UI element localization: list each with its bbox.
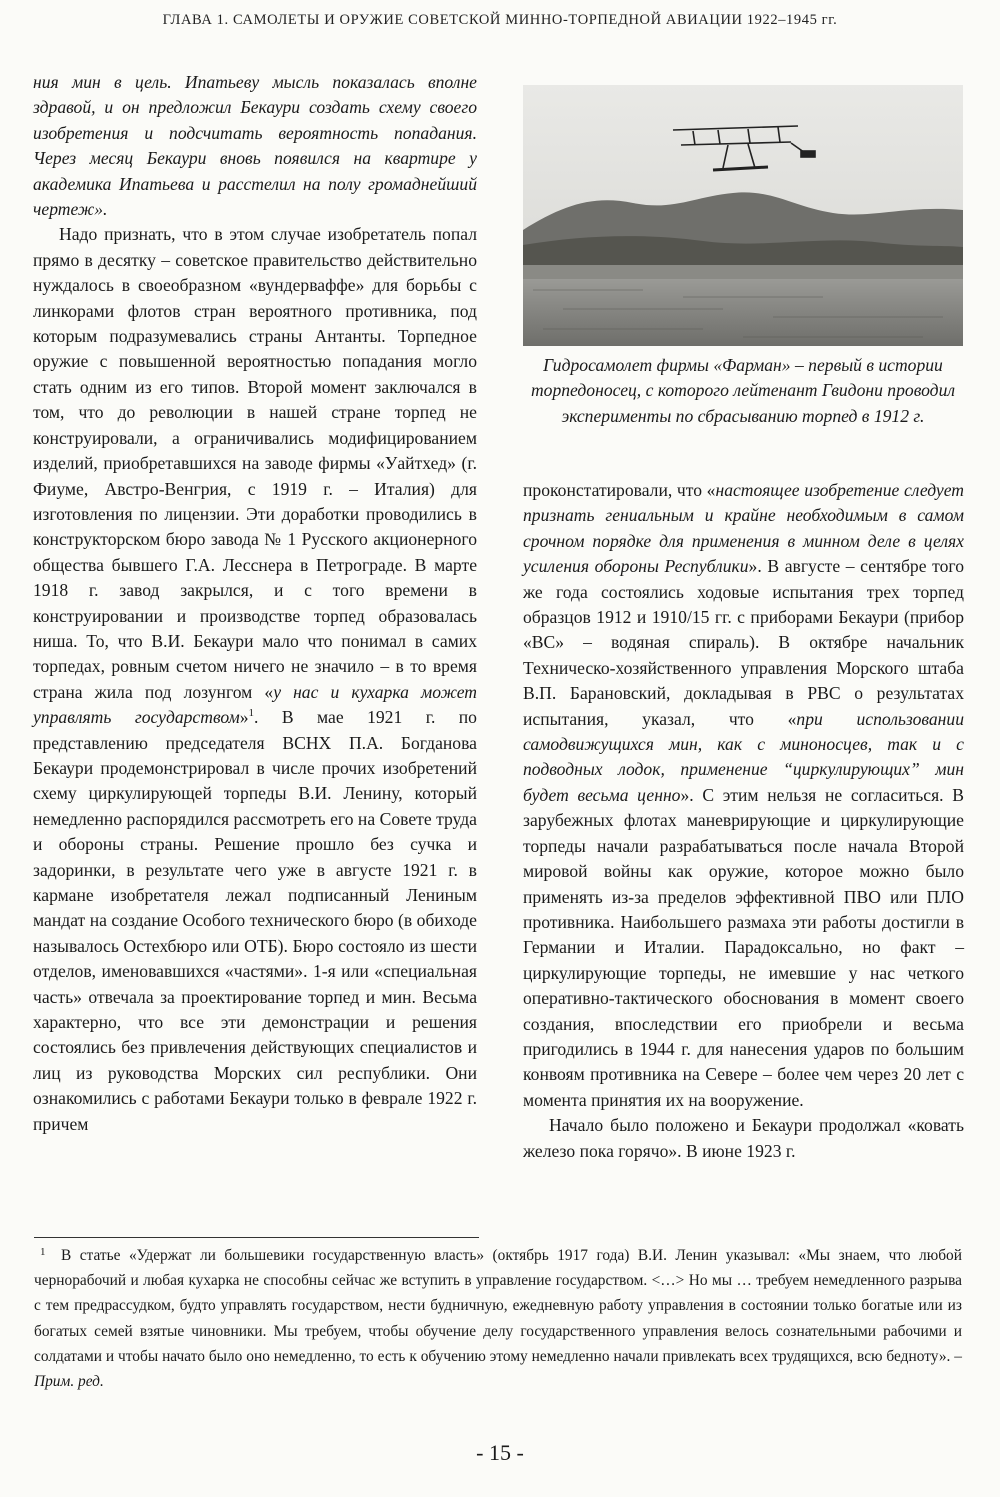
photo-image xyxy=(523,85,963,346)
page-number: - 15 - xyxy=(476,1440,524,1465)
figure-caption: Гидросамолет фирмы «Фарман» – первый в истории торпедоносец, с которого лейтенант Гвидони проводил эксперименты по сбрасыванию торпед в 1912 г. xyxy=(530,355,956,426)
paragraph: Надо признать, что в этом случае изобретатель попал прямо в десятку – советское правительство действительно нуждалось в своеобразном «вундерваффе» для борьбы с линкорами флотов стран вероятного противника, под которым подразумевались страны Антанты. Торпедное оружие с повышенной вероятностью попадания могло стать одним из его типов. Второй момент заключался в том, что до революции в нашей стране торпед не конструировали, а ограничивались модифицированием изделий, приобретавшихся на заводе фирмы «Уайтхед» (г. Фиуме, Австро-Венгрия, с 1919 г. – Италия) для изготовления по лицензии. Эти доработки проводились в конструкторском бюро завода № 1 Русского акционерного общества бывшего Г.А. Лесснера в Петрограде. В марте 1918 г. завод закрылся, и с того времени в конструировании и производстве торпед образовалась ниша. То, что В.И. Бекаури мало что понимал в самих торпедах, ровным счетом ничего не значило – в то время страна жила под лозунгом «у нас и кухарка может управлять государством»$^1$. В мае 1921 г. по представлению председателя ВСНХ П.А. Богданова Бекаури продемонстрировал в числе прочих изобретений схему циркулирующей торпеды В.И. Ленину, который немедленно распорядился рассмотреть его на Совете труда и обороны страны. Решение прошло без сучка и задоринки, в результате чего уже в августе 1921 г. в кармане изобретателя лежал подписанный Лениным мандат на создание Особого технического бюро (в обиходе называлось Остехбюро или ОТБ). Бюро состояло из шести отделов, именовавшихся «частями». 1-я или «специальная часть» отвечала за проектирование торпед и мин. Весьма характерно, что все эти демонстрации и решения состоялись без привлечения действующих специалистов и лиц из руководства Морских сил республики. Они ознакомились с работами Бекаури только в феврале 1922 г. причем xyxy=(33,224,478,1134)
running-header: ГЛАВА 1. САМОЛЕТЫ И ОРУЖИЕ СОВЕТСКОЙ МИННО-ТОРПЕДНОЙ АВИАЦИИ 1922–1945 гг. xyxy=(162,12,838,28)
paragraph: Начало было положено и Бекаури продолжал «ковать железо пока горячо». В июне 1923 г. xyxy=(523,1115,964,1161)
left-column xyxy=(33,70,477,1137)
paragraph: проконстатировали, что «настоящее изобретение следует признать гениальным и крайне необходимым в самом срочном порядке для применения в минном деле в целях усиления обороны Республики». В августе – сентябре того же года состоялись ходовые испытания трех торпед образцов 1912 и 1910/15 гг. с приборами Бекаури (прибор «ВС» – водяная спираль). В октябре начальник Техническо-хозяйственного управления Морского штаба В.П. Барановский, докладывая в РВС о результатах испытания, указал, что «при использовании самодвижущихся мин, как с миноносцев, так и с подводных лодок, применение “циркулирующих” мин будет весьма ценно». С этим нельзя не согласиться. В зарубежных флотах маневрирующие и циркулирующие торпеды начали разрабатываться после начала Второй мировой войны как оружие, которое можно было применять из-за пределов эффективной ПВО или ПЛО противника. Наибольшего размаха эти работы достигли в Германии и Италии. Парадоксально, но факт – циркулирующие торпеды, не имевшие у нас четкого оперативно-тактического обоснования в момент своего создания, впоследствии его приобрели и весьма пригодились в 1944 г. для нанесения ударов по большим конвоям противника на Севере – более чем через 20 лет с момента принятия их на вооружение. xyxy=(523,480,964,1110)
right-column xyxy=(523,478,964,1164)
footnote-divider xyxy=(34,1237,479,1238)
farman-seaplane-photo xyxy=(523,85,963,346)
footnote: 1 В статье «Удержат ли большевики государственную власть» (октябрь 1917 года) В.И. Ленин указывал: «Мы знаем, что любой чернорабочий и любая кухарка не способны сейчас же вступить в управление государством. <…> Но мы … требуем немедленного разрыва с тем предрассудком, будто управлять государством, нести будничную, ежедневную работу управления в состоянии только богатые или из богатых семей взятые чиновники. Мы требуем, чтобы обучение делу государственного управления велось сознательными рабочими и солдатами и чтобы начато было оно немедленно, то есть к обучению этому немедленно начали привлекать всех трудящихся, всю бедноту». – Прим. ред. xyxy=(34,1243,962,1394)
footnote-mark: 1 xyxy=(40,1246,46,1258)
footnote-ref[interactable]: 1 xyxy=(248,707,255,720)
quote-continuation: ния мин в цель. Ипатьеву мысль показалась вполне здравой, и он предложил Бекаури создать схему своего изобретения и подсчитать вероятность попадания. Через месяц Бекаури вновь появился на квартире у академика Ипатьева и расстелил на полу громаднейший чертеж». xyxy=(33,72,477,220)
